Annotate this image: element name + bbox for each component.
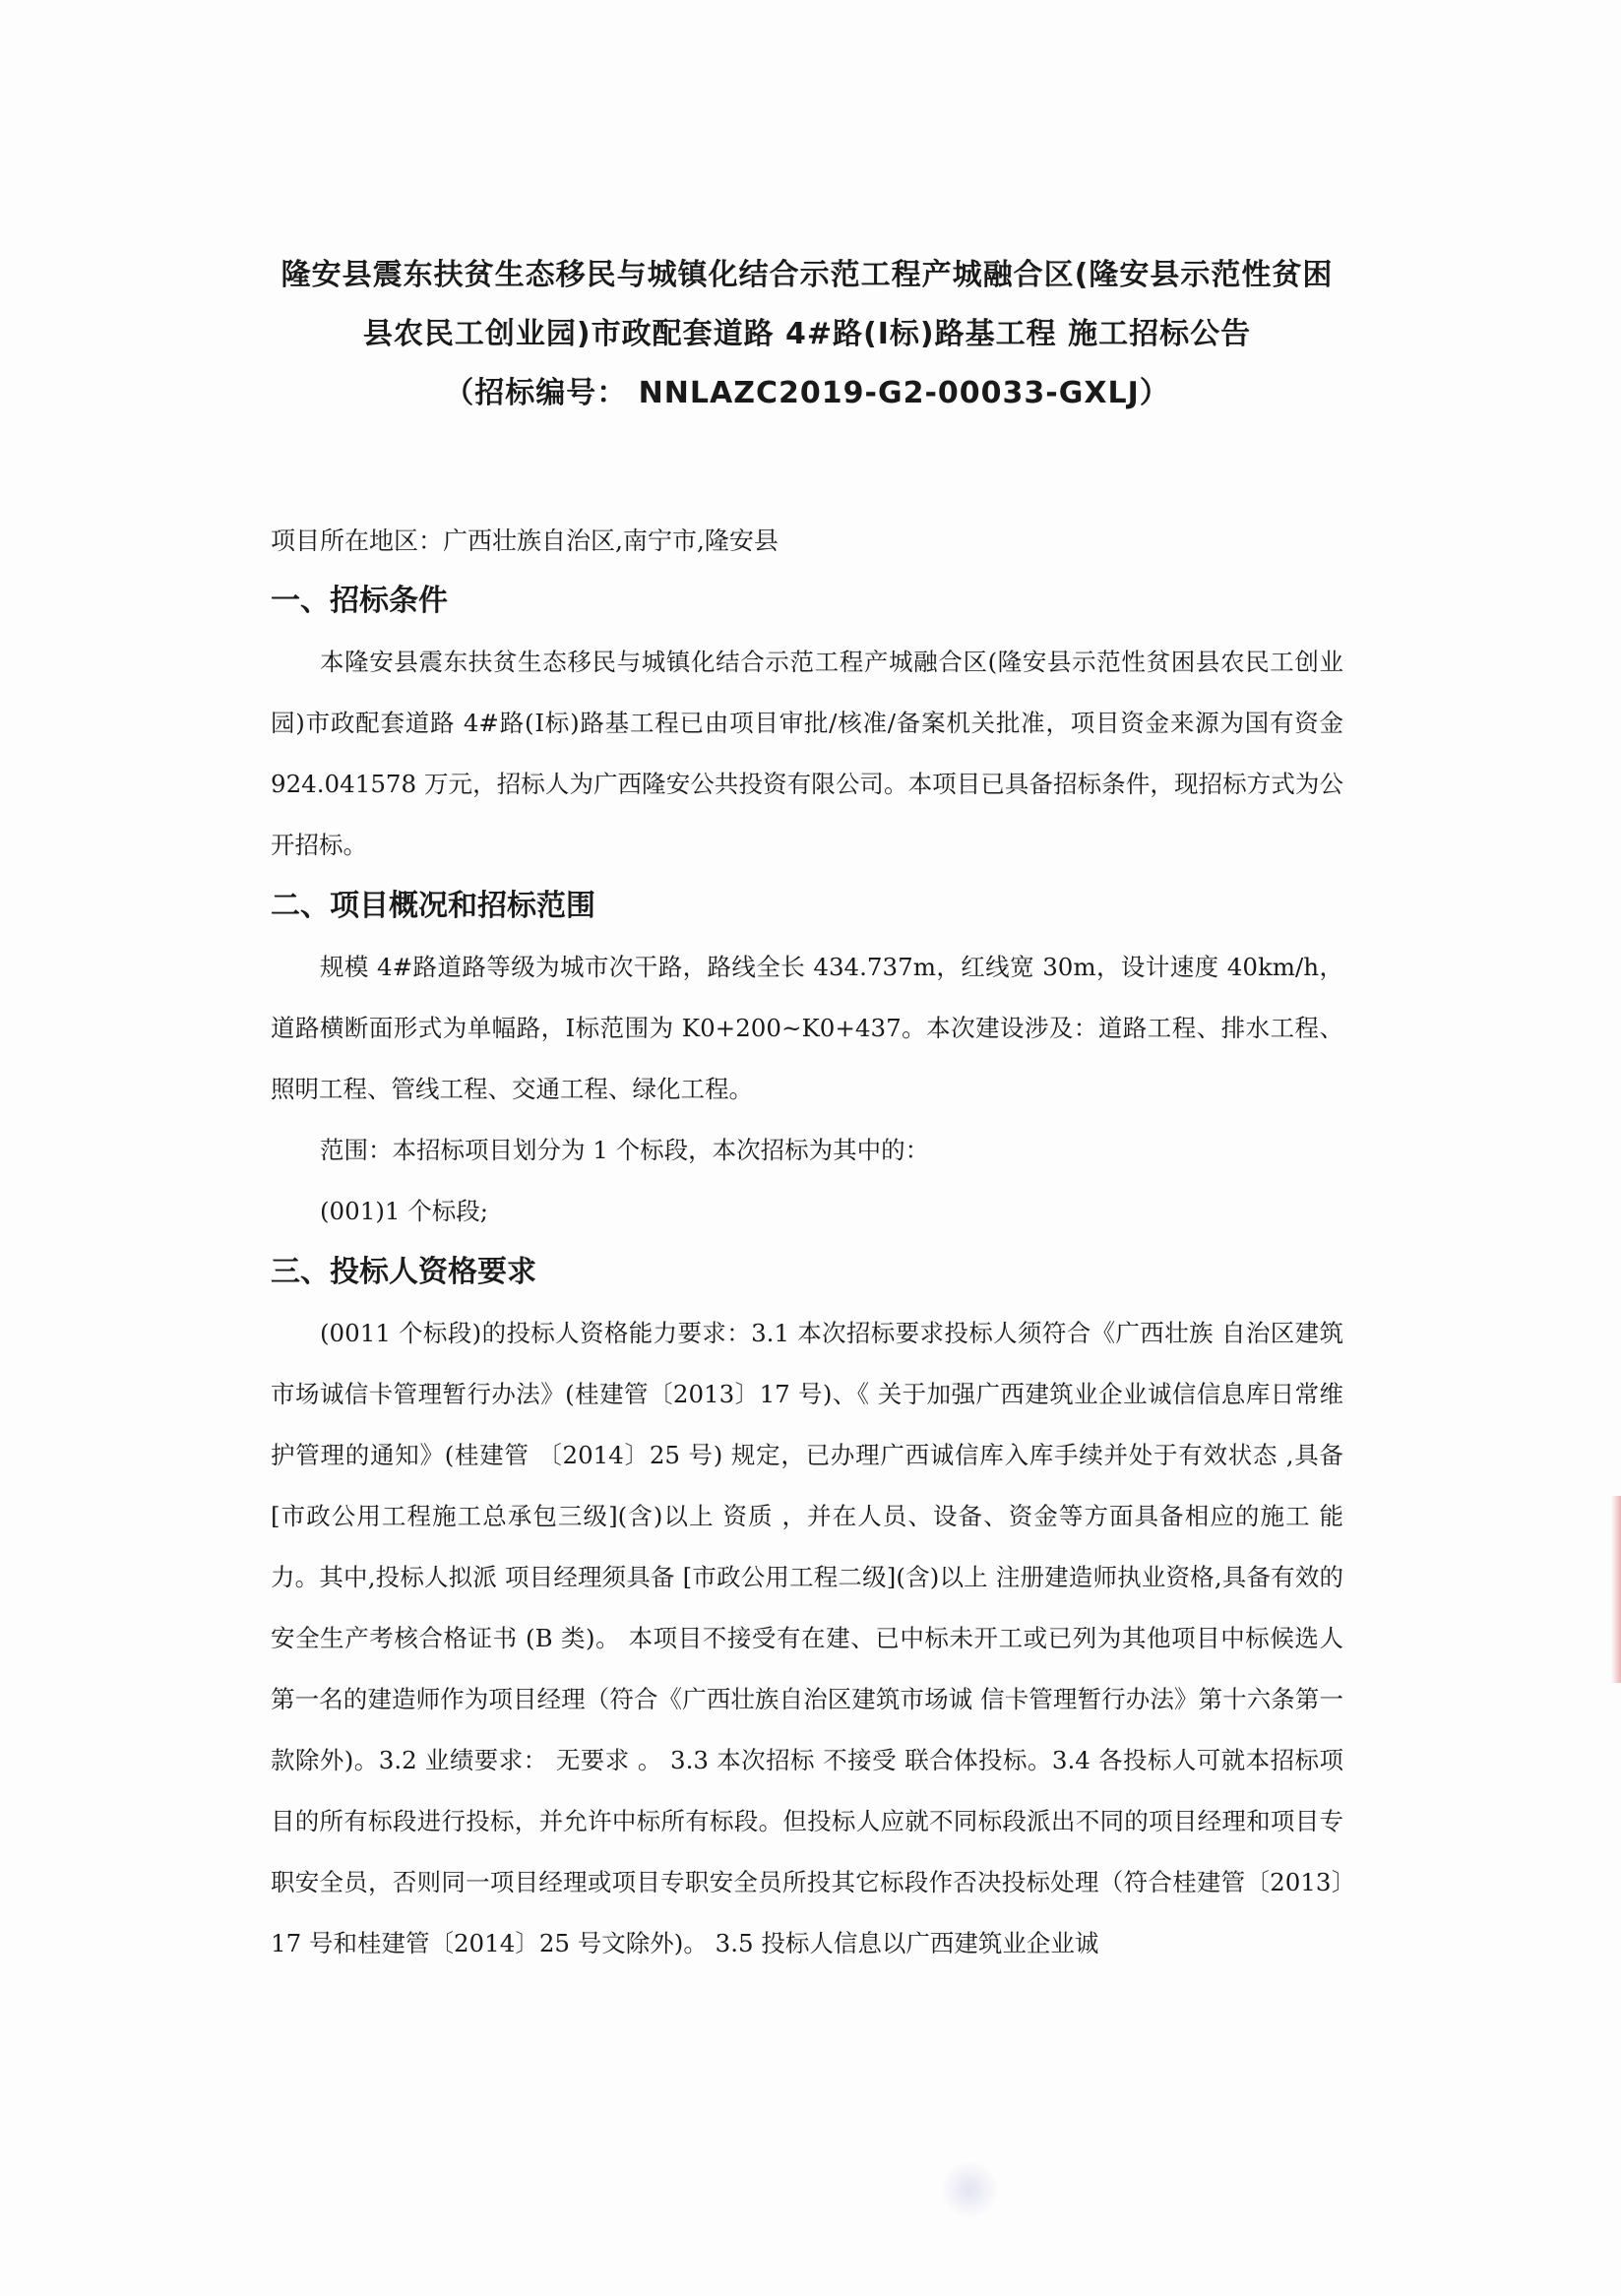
section-2-paragraph-2: 范围：本招标项目划分为 1 个标段，本次招标为其中的： bbox=[320, 1136, 930, 1164]
section-1-paragraph-1: 本隆安县震东扶贫生态移民与城镇化结合示范工程产城融合区(隆安县示范性贫困县农民工创业园)市政配套道路 4#路(Ⅰ标)路基工程已由项目审批/核准/备案机关批准，项目资金来源为国有资金 924.041578 万元，招标人为广西隆安公共投资有限公司。本项目已具备招标条件，现招标方式为公开招标。 bbox=[271, 648, 1343, 859]
section-2-paragraph-1: 规模 4#路道路等级为城市次干路，路线全长 434.737m，红线宽 30m，设计速度 40km/h，道路横断面形式为单幅路，Ⅰ标范围为 K0+200~K0+437。本次建设涉及：道路工程、排水工程、照明工程、管线工程、交通工程、绿化工程。 bbox=[271, 953, 1343, 1103]
notice-body bbox=[271, 512, 1343, 1974]
section-heading-3: 三、投标人资格要求 bbox=[271, 1255, 536, 1289]
faint-seal-mark bbox=[940, 2160, 999, 2219]
title-line-2: 县农民工创业园)市政配套道路 4#路(Ⅰ标)路基工程 施工招标公告 bbox=[362, 317, 1252, 351]
title-line-1: 隆安县震东扶贫生态移民与城镇化结合示范工程产城融合区(隆安县示范性贫困 bbox=[281, 258, 1334, 292]
section-2-paragraph-3: (001)1 个标段; bbox=[320, 1197, 489, 1225]
section-heading-1: 一、招标条件 bbox=[271, 584, 448, 618]
project-region: 项目所在地区：广西壮族自治区,南宁市,隆安县 bbox=[271, 527, 779, 555]
stamp-edge-mark bbox=[1611, 1496, 1621, 1683]
notice-title bbox=[236, 246, 1378, 423]
section-3-paragraph-1: (0011 个标段)的投标人资格能力要求：3.1 本次招标要求投标人须符合《广西壮族 自治区建筑市场诚信卡管理暂行办法》(桂建管〔2013〕17 号)、《 关于加强广西建筑业企业诚信信息库日常维护管理的通知》(桂建管 〔2014〕25 号) 规定，已办理广西诚信库入库手续并处于有效状态 ,具备 [市政公用工程施工总承包三级](含)以上 资质 ，并在人员、设备、资金等方面具备相应的施工 能力。其中,投标人拟派 项目经理须具备 [市政公用工程二级](含)以上 注册建造师执业资格,具备有效的安全生产考核合格证书 (B 类)。 本项目不接受有在建、已中标未开工或已列为其他项目中标候选人 第一名的建造师作为项目经理（符合《广西壮族自治区建筑市场诚 信卡管理暂行办法》第十六条第一款除外)。3.2 业绩要求： 无要求 。 3.3 本次招标 不接受 联合体投标。3.4 各投标人可就本招标项目的所有标段进行投标，并允许中标所有标段。但投标人应就不同标段派出不同的项目经理和项目专职安全员，否则同一项目经理或项目专职安全员所投其它标段作否决投标处理（符合桂建管〔2013〕17 号和桂建管〔2014〕25 号文除外)。 3.5 投标人信息以广西建筑业企业诚 bbox=[271, 1319, 1343, 1957]
section-heading-2: 二、项目概况和招标范围 bbox=[271, 889, 595, 923]
title-line-3: （招标编号： NNLAZC2019-G2-00033-GXLJ） bbox=[444, 376, 1170, 410]
